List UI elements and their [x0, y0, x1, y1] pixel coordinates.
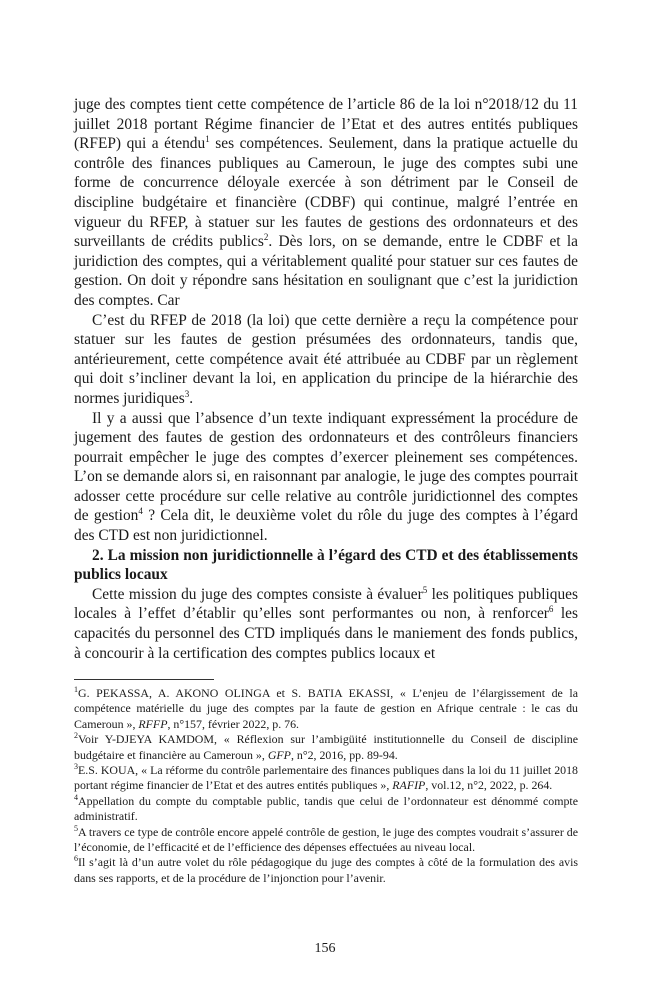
text: Il y a aussi que l’absence d’un texte indiquant expressément la procédure de jugement des fautes de gestion des ordonnateurs et des contrôleurs financiers pourrait empêcher le juge des comptes d’exercer pleinement ses compétences. L’on se demande alors si, en raisonnant par analogie, le juge des comptes pourrait adosser cette procédure sur celle relative au contrôle juridictionnel des comptes de gestion [74, 409, 578, 525]
footnotes [74, 679, 578, 886]
footnote-number: 1 [74, 685, 78, 695]
text: les capacités du personnel des CTD impliqués dans le maniement des fonds publics, à concourir à la certification des comptes publics locaux et [74, 605, 578, 662]
text: C’est du RFEP de 2018 (la loi) que cette dernière a reçu la compétence pour statuer sur les fautes de gestion présumées des ordonnateurs, tandis que, antérieurement, cette compétence avait été attribuée au CDBF par un règlement qui doit s’incliner devant la loi, en application du principe de la hiérarchie des normes juridiques [74, 311, 578, 407]
footnote-ref-2[interactable]: 2 [263, 232, 269, 243]
paragraph-3 [74, 409, 578, 546]
text: Appellation du compte du comptable public, tandis que celui de l’ordonnateur est dénommé compte administratif. [74, 793, 578, 824]
paragraph-4 [74, 585, 578, 663]
footnote-divider [74, 679, 214, 680]
text: Il s’agit là d’un autre volet du rôle pédagogique du juge des comptes à côté de la formulation des avis dans ses rapports, et de la procédure de l’injonction pour l’avenir. [74, 855, 578, 885]
footnote-ref-5[interactable]: 5 [422, 584, 428, 595]
text: . [189, 389, 194, 407]
journal-title: RFFP [138, 716, 168, 731]
footnote-6 [74, 855, 578, 886]
paragraph-2 [74, 311, 578, 409]
text: G. PEKASSA, A. AKONO OLINGA et S. BATIA EKASSI, « L’enjeu de l’élargissement de la compétence matérielle du juge des comptes par la faute de gestion en Afrique centrale : le cas du Cameroun », [74, 686, 578, 731]
footnote-number: 2 [74, 731, 78, 741]
footnote-number: 4 [74, 792, 78, 802]
footnote-5 [74, 825, 578, 856]
footnote-ref-1[interactable]: 1 [205, 134, 210, 145]
text: ? Cela dit, le deuxième volet du rôle du juge des comptes à l’égard des CTD est non juridictionnel. [74, 507, 578, 545]
footnote-3 [74, 763, 578, 794]
text: les politiques publiques locales à l’effet d’établir qu’elles sont performantes ou non, à renforcer [74, 585, 578, 623]
footnote-ref-6[interactable]: 6 [548, 604, 554, 615]
footnote-ref-3[interactable]: 3 [184, 388, 190, 399]
footnote-number: 6 [74, 854, 78, 864]
paragraph-1 [74, 95, 578, 311]
footnote-ref-4[interactable]: 4 [138, 506, 143, 517]
text: ses compétences. Seulement, dans la pratique actuelle du contrôle des finances publiques au Cameroun, le juge des comptes subi une forme de concurrence déloyale exercée à son détriment par le Conseil de discipline budgétaire et financière (CDBF) qui continue, malgré l’entrée en vigueur du RFEP, à statuer sur les fautes de gestions des ordonnateurs et des surveillants de crédits publics [74, 135, 578, 251]
footnote-4 [74, 794, 578, 825]
section-heading: 2. La mission non juridictionnelle à l’égard des CTD et des établissements publics locaux [74, 546, 578, 584]
text: , vol.12, n°2, 2022, p. 264. [425, 778, 553, 793]
journal-title: RAFIP [392, 778, 426, 793]
footnote-number: 3 [74, 762, 78, 772]
footnote-1 [74, 686, 578, 732]
footnote-2 [74, 732, 578, 763]
text: Cette mission du juge des comptes consiste à évaluer [92, 585, 423, 603]
text: , n°2, 2016, pp. 89-94. [290, 747, 398, 762]
page-number: 156 [314, 941, 336, 956]
text: A travers ce type de contrôle encore appelé contrôle de gestion, le juge des comptes voudrait s’assurer de l’économie, de l’efficacité et de l’efficience des dépenses effectuées au niveau local. [74, 824, 578, 855]
text: E.S. KOUA, « La réforme du contrôle parlementaire des finances publiques dans la loi du 11 juillet 2018 portant régime financier de l’Etat et des autres entités publiques », [74, 763, 578, 793]
footnote-number: 5 [74, 823, 78, 833]
text: juge des comptes tient cette compétence de l’article 86 de la loi n°2018/12 du 11 juillet 2018 portant Régime financier de l’Etat et des autres entités publiques (RFEP) qui a étendu [74, 96, 578, 153]
text: . Dès lors, on se demande, entre le CDBF et la juridiction des comptes, qui a véritablement qualité pour statuer sur ces fautes de gestion. On doit y répondre sans hésitation en soulignant que c’est la juridiction des comptes. Car [74, 233, 578, 309]
page-body [74, 95, 578, 663]
text: Voir Y-DJEYA KAMDOM, « Réflexion sur l’ambigüité institutionnelle du Conseil de discipline budgétaire et financière au Cameroun », [74, 732, 578, 762]
journal-title: GFP [267, 747, 291, 762]
text: , n°157, février 2022, p. 76. [167, 716, 300, 731]
